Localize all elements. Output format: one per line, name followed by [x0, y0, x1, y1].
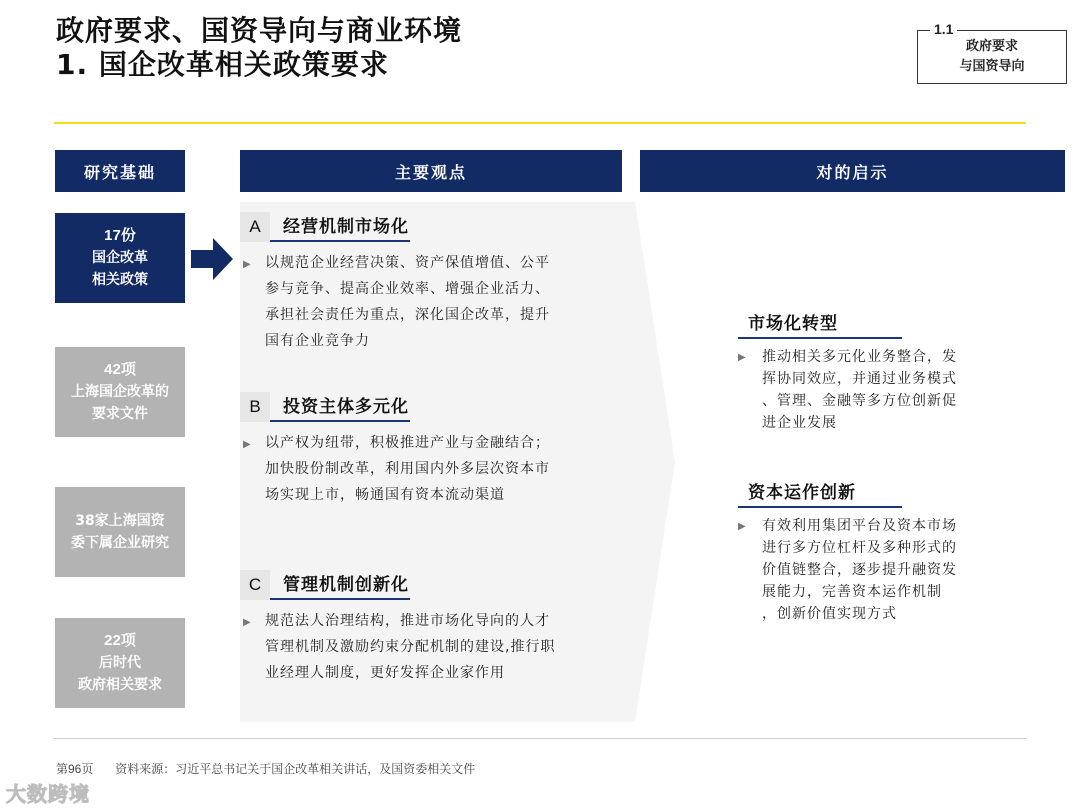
insight-title: 市场化转型	[748, 314, 838, 334]
section-body	[243, 608, 618, 686]
column-header-basis: 研究基础	[55, 150, 185, 192]
section-body	[243, 250, 618, 354]
page-number: 第96页	[56, 762, 94, 776]
column-header-views: 主要观点	[240, 150, 622, 192]
bullet-triangle-icon: ▶	[243, 439, 251, 450]
section-body-line: 规范法人治理结构，推进市场化导向的人才	[265, 613, 550, 629]
insight-body-line: 有效利用集团平台及资本市场	[762, 518, 957, 534]
bullet-triangle-icon: ▶	[243, 617, 251, 628]
insight-body-line: 进行多方位杠杆及多种形式的	[762, 540, 957, 556]
insight-body	[738, 346, 1028, 434]
section-body-line: 业经理人制度，更好发挥企业家作用	[265, 665, 505, 681]
section-body-line: 加快股份制改革，利用国内外多层次资本市	[265, 461, 550, 477]
section-tag-text	[918, 37, 1066, 77]
insight-body-line: 挥协同效应，并通过业务模式	[762, 371, 957, 387]
title-line-1: 政府要求、国资导向与商业环境	[56, 14, 463, 47]
bullet-triangle-icon: ▶	[738, 352, 746, 363]
basis-box-number: 17份	[104, 227, 136, 244]
section-letter-badge: C	[240, 570, 270, 600]
basis-box-line: 委下属企业研究	[71, 535, 169, 551]
basis-box-line: 38家上海国资	[75, 513, 165, 529]
section-body	[243, 430, 618, 508]
section-title: 管理机制创新化	[283, 575, 409, 595]
bullet-triangle-icon: ▶	[738, 521, 746, 532]
source-note: 资料来源：习近平总书记关于国企改革相关讲话，及国资委相关文件	[115, 762, 476, 776]
insight-body-line: ，创新价值实现方式	[762, 606, 897, 622]
basis-box-line: 国企改革	[92, 250, 148, 266]
footer-divider	[54, 738, 1026, 739]
basis-box-government-requirements	[55, 618, 185, 708]
basis-box-line: 后时代	[99, 655, 141, 671]
section-body-line: 国有企业竞争力	[265, 333, 370, 349]
basis-box-number: 22项	[104, 632, 136, 649]
section-letter-badge: A	[240, 212, 270, 242]
section-underline	[270, 240, 410, 242]
insight-body-line: 进企业发展	[762, 415, 837, 431]
insight-underline	[738, 337, 902, 339]
insight-title: 资本运作创新	[748, 483, 856, 503]
column-header-insights: 对的启示	[640, 150, 1065, 192]
section-body-line: 场实现上市，畅通国有资本流动渠道	[265, 487, 505, 503]
section-body-line: 承担社会责任为重点，深化国企改革，提升	[265, 307, 550, 323]
section-title: 投资主体多元化	[283, 397, 409, 417]
section-tag-line-2: 与国资导向	[959, 59, 1025, 74]
section-letter-badge: B	[240, 392, 270, 422]
insight-body	[738, 515, 1028, 625]
watermark-logo: 大数跨境	[6, 782, 90, 806]
basis-box-number: 42项	[104, 361, 136, 378]
title-line-2: 1. 国企改革相关政策要求	[56, 48, 389, 81]
section-tag-number: 1.1	[930, 21, 957, 37]
footer	[56, 760, 475, 777]
insight-body-line: 推动相关多元化业务整合，发	[762, 349, 957, 365]
insight-underline	[738, 506, 902, 508]
section-body-line: 管理机制及激励约束分配机制的建设,推行职	[265, 639, 556, 655]
basis-box-line: 政府相关要求	[78, 677, 162, 693]
section-underline	[270, 420, 410, 422]
insight-body-line: 、管理、金融等多方位创新促	[762, 393, 957, 409]
section-tag-line-1: 政府要求	[965, 39, 1018, 54]
bullet-triangle-icon: ▶	[243, 259, 251, 270]
basis-box-line: 上海国企改革的	[71, 384, 169, 400]
section-tag	[917, 21, 1067, 84]
section-underline	[270, 598, 410, 600]
header-divider	[54, 122, 1026, 124]
section-body-line: 参与竞争、提高企业效率、增强企业活力、	[265, 281, 550, 297]
basis-box-policies	[55, 213, 185, 303]
basis-box-shanghai-documents	[55, 347, 185, 437]
page-title	[56, 14, 462, 82]
insight-body-line: 展能力，完善资本运作机制	[762, 584, 942, 600]
insight-body-line: 价值链整合，逐步提升融资发	[762, 562, 957, 578]
basis-box-line: 要求文件	[92, 406, 148, 422]
basis-box-line: 相关政策	[92, 272, 148, 288]
basis-box-enterprise-research	[55, 487, 185, 577]
arrow-right-icon	[191, 238, 235, 282]
section-title: 经营机制市场化	[283, 217, 409, 237]
section-body-line: 以产权为纽带，积极推进产业与金融结合；	[265, 435, 550, 451]
section-body-line: 以规范企业经营决策、资产保值增值、公平	[265, 255, 550, 271]
